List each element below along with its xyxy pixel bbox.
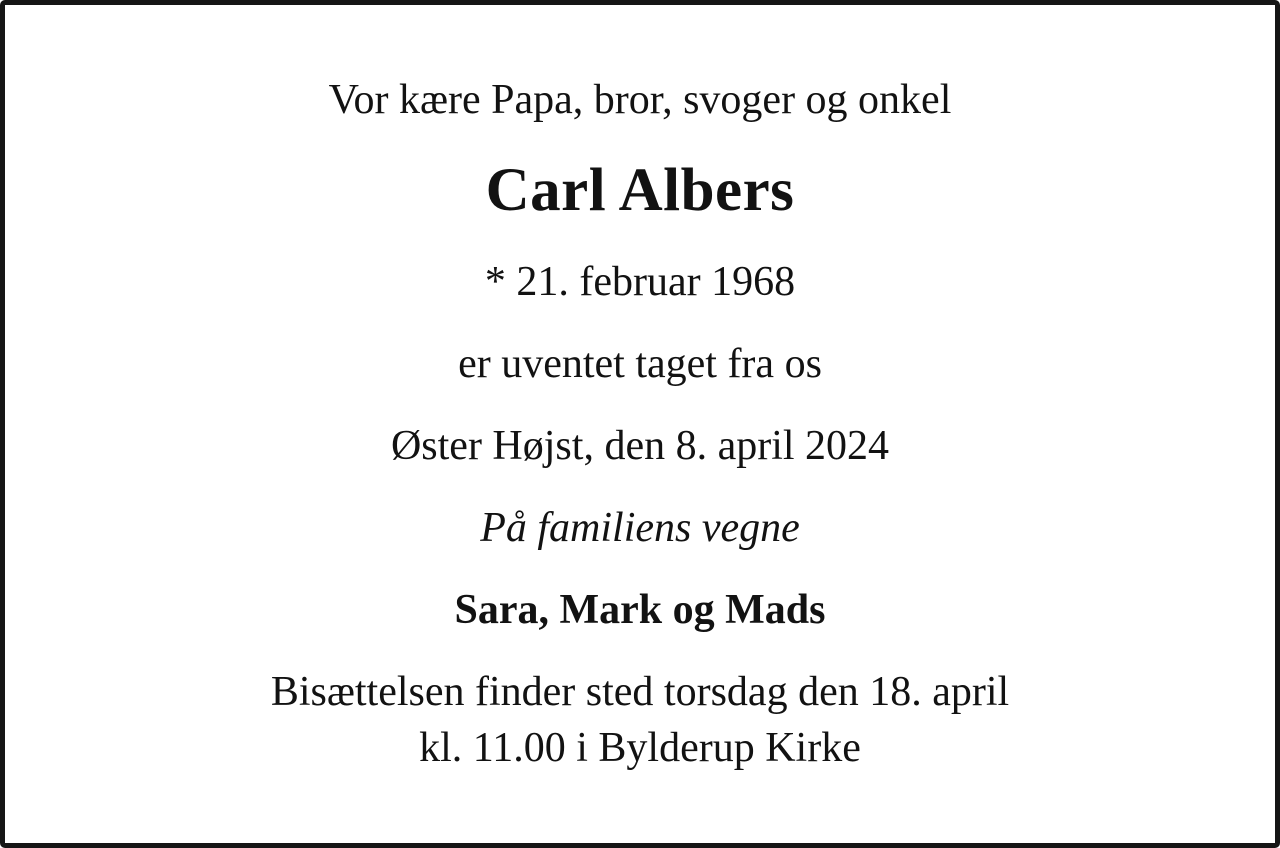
ceremony-line-2: kl. 11.00 i Bylderup Kirke: [419, 725, 861, 771]
ceremony-line-1: Bisættelsen finder sted torsdag den 18. april: [270, 669, 1010, 715]
message-line: er uventet taget fra os: [458, 341, 822, 387]
intro-line: Vor kære Papa, bror, svoger og onkel: [328, 77, 952, 123]
family-names: Sara, Mark og Mads: [454, 587, 826, 633]
death-notice: [5, 72, 1275, 776]
on-behalf-line: På familiens vegne: [480, 505, 800, 551]
place-and-date: Øster Højst, den 8. april 2024: [390, 423, 890, 469]
birth-date: * 21. februar 1968: [484, 259, 796, 305]
ceremony-details: [271, 664, 1009, 776]
deceased-name: Carl Albers: [485, 157, 795, 224]
